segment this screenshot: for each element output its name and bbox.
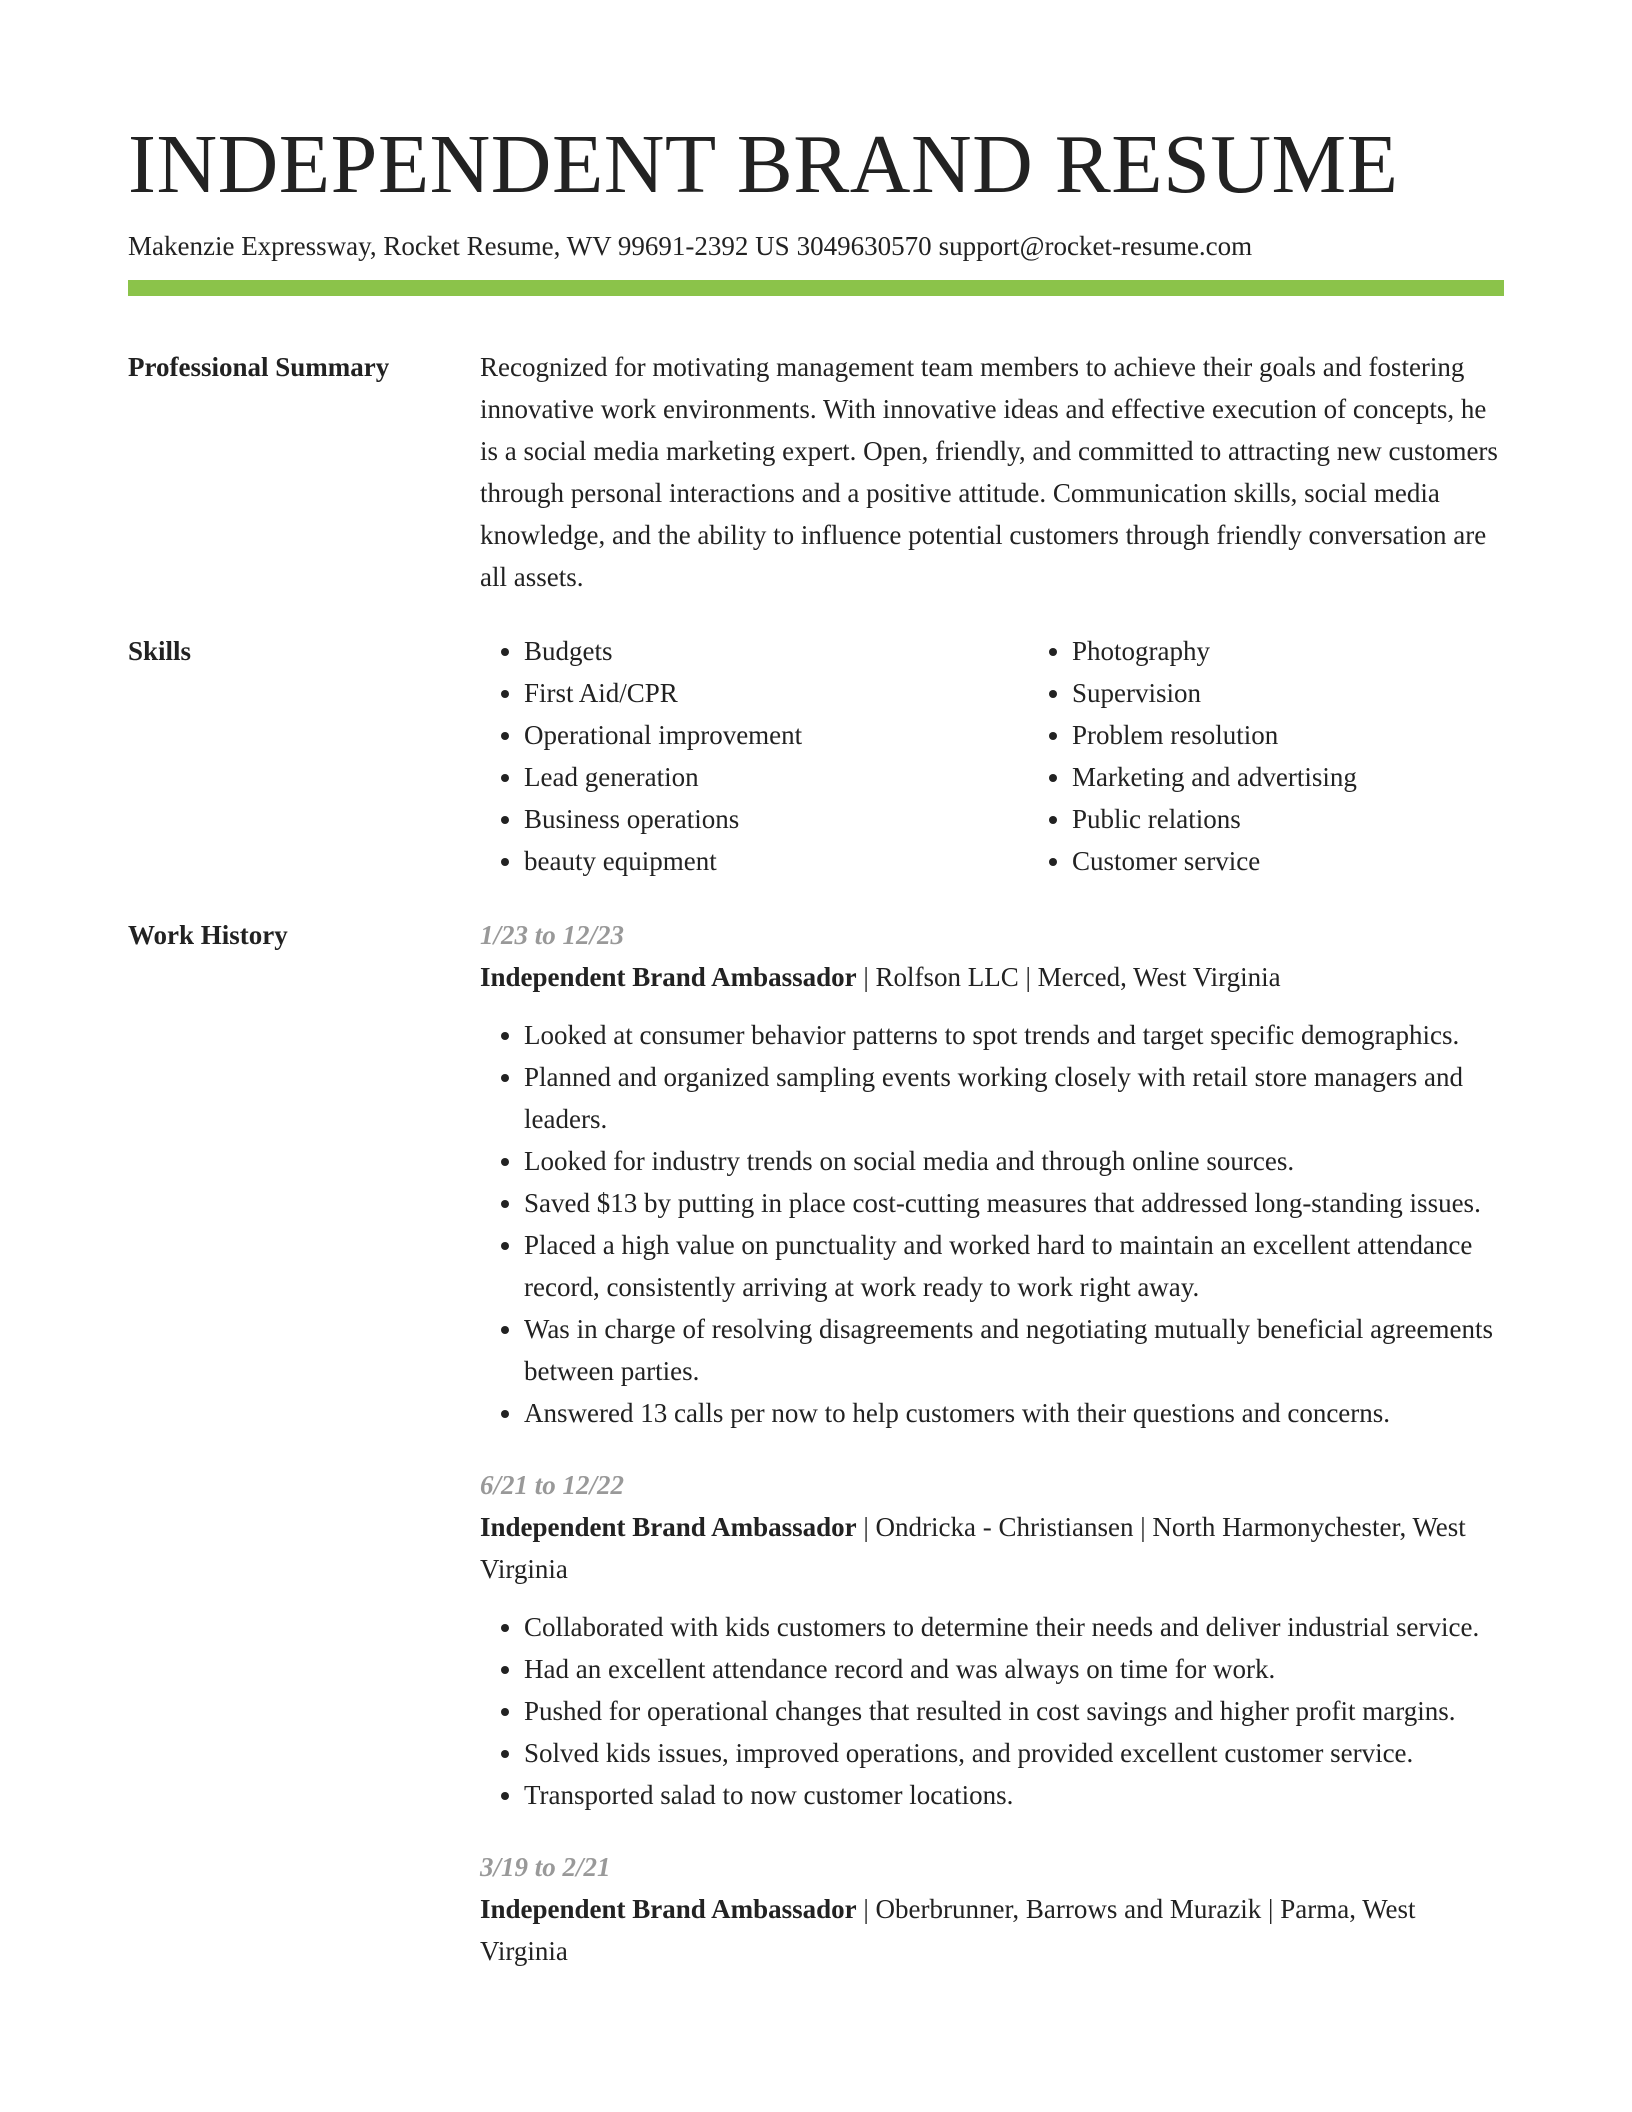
header-divider [128, 280, 1504, 296]
skill-item: • beauty equipment [524, 840, 1028, 882]
job-heading [480, 1506, 1504, 1590]
skills-section [128, 630, 1504, 882]
job-bullets [480, 1606, 1504, 1816]
job-bullet: • Planned and organized sampling events working closely with retail store managers and leaders. [524, 1056, 1504, 1140]
job-bullet: • Collaborated with kids customers to determine their needs and deliver industrial service. [524, 1606, 1504, 1648]
skill-item: • Customer service [1072, 840, 1576, 882]
skill-item: • Supervision [1072, 672, 1576, 714]
job-entry [480, 914, 1504, 1434]
job-entry [480, 1464, 1504, 1816]
skill-item: • Operational improvement [524, 714, 1028, 756]
job-dates: 3/19 to 2/21 [480, 1851, 611, 1882]
job-bullet: • Had an excellent attendance record and was always on time for work. [524, 1648, 1504, 1690]
work-history-section [128, 914, 1504, 2002]
job-bullet: • Answered 13 calls per now to help customers with their questions and concerns. [524, 1392, 1504, 1434]
job-bullet: • Placed a high value on punctuality and worked hard to maintain an excellent attendance record, consistently arriving at work ready to work right away. [524, 1224, 1504, 1308]
contact-line [128, 228, 1504, 266]
job-heading [480, 1888, 1504, 1972]
skills-list-left [480, 630, 1028, 882]
skills-label: Skills [128, 635, 192, 666]
job-bullets [480, 1014, 1504, 1434]
summary-label: Professional Summary [128, 351, 390, 382]
job-bullet: • Looked for industry trends on social media and through online sources. [524, 1140, 1504, 1182]
contact-phone: 3049630570 [796, 231, 932, 262]
job-bullet: • Solved kids issues, improved operations, and provided excellent customer service. [524, 1732, 1504, 1774]
job-title: Independent Brand Ambassador [480, 1893, 857, 1924]
job-bullet: • Was in charge of resolving disagreements and negotiating mutually beneficial agreements between parties. [524, 1308, 1504, 1392]
skill-item: • First Aid/CPR [524, 672, 1028, 714]
resume-title: INDEPENDENT BRAND RESUME [128, 118, 1399, 211]
summary-section [128, 346, 1504, 598]
job-dates: 6/21 to 12/22 [480, 1469, 625, 1500]
skill-item: • Business operations [524, 798, 1028, 840]
job-bullet: • Transported salad to now customer locations. [524, 1774, 1504, 1816]
job-bullet: • Saved $13 by putting in place cost-cutting measures that addressed long-standing issues. [524, 1182, 1504, 1224]
resume-page [128, 118, 1504, 2002]
skill-item: • Photography [1072, 630, 1576, 672]
skill-item: • Marketing and advertising [1072, 756, 1576, 798]
skill-item: • Problem resolution [1072, 714, 1576, 756]
job-bullet: • Looked at consumer behavior patterns to spot trends and target specific demographics. [524, 1014, 1504, 1056]
job-entry [480, 1846, 1504, 1972]
skills-list-right [1028, 630, 1576, 882]
skill-item: • Lead generation [524, 756, 1028, 798]
job-details: | Ondricka - Christiansen | North Harmonychester, West Virginia [480, 1511, 1466, 1584]
work-history-label: Work History [128, 919, 288, 950]
contact-address: Makenzie Expressway, Rocket Resume, WV 99691-2392 US [128, 231, 790, 262]
skill-item: • Budgets [524, 630, 1028, 672]
job-details: | Rolfson LLC | Merced, West Virginia [863, 961, 1281, 992]
job-title: Independent Brand Ambassador [480, 961, 857, 992]
contact-email: support@rocket-resume.com [938, 231, 1253, 262]
summary-text: Recognized for motivating management team members to achieve their goals and fostering innovative work environments. With innovative ideas and effective execution of concepts, he is a social media marketing expert. Open, friendly, and committed to attracting new customers through personal interactions and a positive attitude. Communication skills, social media knowledge, and the ability to influence potential customers through friendly conversation are all assets. [480, 351, 1498, 592]
job-details: | Oberbrunner, Barrows and Murazik | Parma, West Virginia [480, 1893, 1416, 1966]
job-title: Independent Brand Ambassador [480, 1511, 857, 1542]
skill-item: • Public relations [1072, 798, 1576, 840]
job-heading [480, 956, 1504, 998]
job-dates: 1/23 to 12/23 [480, 919, 625, 950]
job-bullet: • Pushed for operational changes that resulted in cost savings and higher profit margins. [524, 1690, 1504, 1732]
